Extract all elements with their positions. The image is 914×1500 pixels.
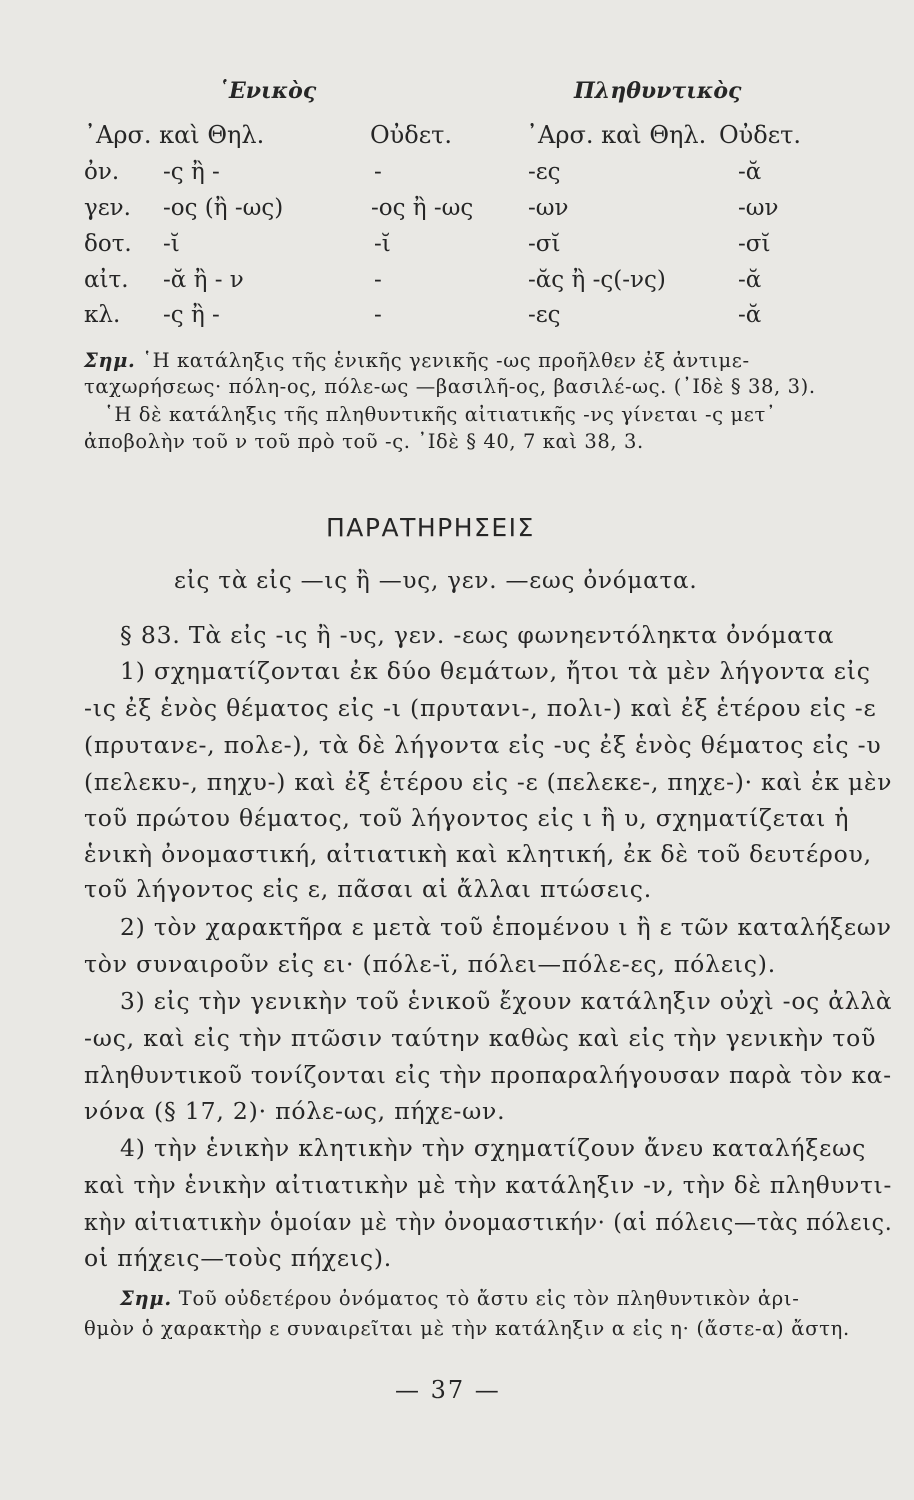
paragraph-line: ἑνικὴ ὀνομαστική, αἰτιατικὴ καὶ κλητική, ἐκ δὲ τοῦ δευτέρου, — [84, 840, 872, 868]
ending-pl-mf: -ες — [528, 159, 561, 185]
page-number: — 37 — — [395, 1376, 501, 1404]
paragraph-line: 1) σχηματίζονται ἐκ δύο θεμάτων, ἤτοι τὰ μὲν λήγοντα εἰς — [120, 657, 871, 685]
ending-sg-mf: -ς ἢ - — [163, 302, 220, 328]
ending-sg-mf: -ῐ — [163, 231, 180, 257]
paragraph-line: κὴν αἰτιατικὴν ὁμοίαν μὲ τὴν ὀνομαστικήν· (αἱ πόλεις—τὰς πόλεις. — [84, 1208, 893, 1236]
column-header-pl-masc-fem: ᾿Αρσ. καὶ Θηλ. — [526, 121, 707, 149]
ending-pl-mf: -ες — [528, 302, 561, 328]
paragraph-line: καὶ τὴν ἑνικὴν αἰτιατικὴν μὲ τὴν κατάληξιν -ν, τὴν δὲ πληθυντι- — [84, 1171, 893, 1199]
ending-sg-n: -ῐ — [374, 231, 391, 257]
ending-pl-n: -ᾰ — [738, 159, 762, 185]
note1-label: Σημ. — [84, 349, 136, 372]
paragraph-line: -ως, καὶ εἰς τὴν πτῶσιν ταύτην καθὼς καὶ εἰς τὴν γενικὴν τοῦ — [84, 1024, 877, 1052]
ending-pl-n: -σῐ — [738, 231, 771, 257]
paragraph-line: τοῦ πρώτου θέματος, τοῦ λήγοντος εἰς ι ἢ υ, σχηματίζεται ἡ — [84, 804, 850, 832]
case-label: αἰτ. — [84, 267, 129, 293]
ending-sg-n: - — [374, 302, 382, 328]
column-header-pl-neuter: Οὐδετ. — [719, 121, 802, 149]
note1-line2: ταχωρήσεως· πόλη-ος, πόλε-ως —βασιλῆ-ος, βασιλέ-ως. (᾿Ιδὲ § 38, 3). — [84, 375, 816, 398]
note1-line — [84, 349, 750, 372]
case-label: κλ. — [84, 302, 121, 328]
column-header-sg-masc-fem: ᾿Αρσ. καὶ Θηλ. — [84, 121, 265, 149]
section-subtitle: εἰς τὰ εἰς —ις ἢ —υς, γεν. —εως ὀνόματα. — [174, 568, 698, 594]
case-label: δοτ. — [84, 231, 132, 257]
section-title: ΠΑΡΑΤΗΡΗΣΕΙΣ — [326, 513, 535, 542]
paragraph-line: § 83. Τὰ εἰς -ις ἢ -υς, γεν. -εως φωνηεντόληκτα ὀνόματα — [120, 621, 835, 649]
note1-line1: ῾Η κατάληξις τῆς ἑνικῆς γενικῆς -ως προῆλθεν ἐξ ἀντιμε- — [142, 349, 750, 372]
paragraph-line: -ις ἐξ ἑνὸς θέματος εἰς -ι (πρυτανι-, πολι-) καὶ ἐξ ἑτέρου εἰς -ε — [84, 694, 877, 722]
ending-sg-mf: -ᾰ ἢ - ν — [163, 267, 244, 293]
ending-sg-n: - — [374, 267, 382, 293]
paragraph-line: οἱ πήχεις—τοὺς πήχεις). — [84, 1244, 393, 1272]
note1-line4: ἀποβολὴν τοῦ ν τοῦ πρὸ τοῦ -ς. ᾿Ιδὲ § 40, 7 καὶ 38, 3. — [84, 430, 644, 453]
paragraph-line: (πρυτανε-, πολε-), τὰ δὲ λήγοντα εἰς -υς ἐξ ἑνὸς θέματος εἰς -υ — [84, 731, 882, 759]
ending-pl-n: -ᾰ — [738, 267, 762, 293]
ending-sg-mf: -ος (ἢ -ως) — [163, 195, 284, 221]
note2-line1: Τοῦ οὐδετέρου ὀνόματος τὸ ἄστυ εἰς τὸν πληθυντικὸν ἀρι- — [178, 1287, 800, 1310]
singular-header: ῾Ενικὸς — [218, 78, 317, 104]
ending-pl-n: -ων — [738, 195, 779, 221]
note2-line1-wrap — [120, 1287, 800, 1310]
note1-line3: ῾Η δὲ κατάληξις τῆς πληθυντικῆς αἰτιατικῆς -νς γίνεται -ς μετ᾿ — [104, 403, 777, 426]
paragraph-line: πληθυντικοῦ τονίζονται εἰς τὴν προπαραλήγουσαν παρὰ τὸν κα- — [84, 1061, 892, 1089]
column-header-sg-neuter: Οὐδετ. — [370, 121, 453, 149]
paragraph-line: τοῦ λήγοντος εἰς ε, πᾶσαι αἱ ἄλλαι πτώσεις. — [84, 875, 653, 903]
note2-label: Σημ. — [120, 1287, 172, 1310]
plural-header: Πληθυντικὸς — [574, 78, 742, 104]
paragraph-line: 4) τὴν ἑνικὴν κλητικὴν τὴν σχηματίζουν ἄνευ καταλήξεως — [120, 1134, 867, 1162]
paragraph-line: 2) τὸν χαρακτῆρα ε μετὰ τοῦ ἑπομένου ι ἢ ε τῶν καταλήξεων — [120, 913, 892, 941]
paragraph-line: (πελεκυ-, πηχυ-) καὶ ἐξ ἑτέρου εἰς -ε (πελεκε-, πηχε-)· καὶ ἐκ μὲν — [84, 768, 893, 796]
ending-sg-n: - — [374, 159, 382, 185]
paragraph-line: 3) εἰς τὴν γενικὴν τοῦ ἑνικοῦ ἔχουν κατάληξιν οὐχὶ -ος ἀλλὰ — [120, 987, 893, 1015]
ending-pl-n: -ᾰ — [738, 302, 762, 328]
ending-sg-mf: -ς ἢ - — [163, 159, 220, 185]
ending-pl-mf: -ων — [528, 195, 569, 221]
note2-line2: θμὸν ὁ χαρακτὴρ ε συναιρεῖται μὲ τὴν κατάληξιν α εἰς η· (ἄστε-α) ἄστη. — [84, 1317, 850, 1340]
case-label: ὀν. — [84, 159, 120, 185]
case-label: γεν. — [84, 195, 131, 221]
ending-pl-mf: -ᾰς ἢ -ς(-νς) — [528, 267, 666, 293]
paragraph-line: νόνα (§ 17, 2)· πόλε-ως, πήχε-ων. — [84, 1097, 506, 1125]
ending-pl-mf: -σῐ — [528, 231, 561, 257]
ending-sg-n: -ος ἢ -ως — [371, 195, 474, 221]
paragraph-line: τὸν συναιροῦν εἰς ει· (πόλε-ϊ, πόλει—πόλε-ες, πόλεις). — [84, 950, 777, 978]
